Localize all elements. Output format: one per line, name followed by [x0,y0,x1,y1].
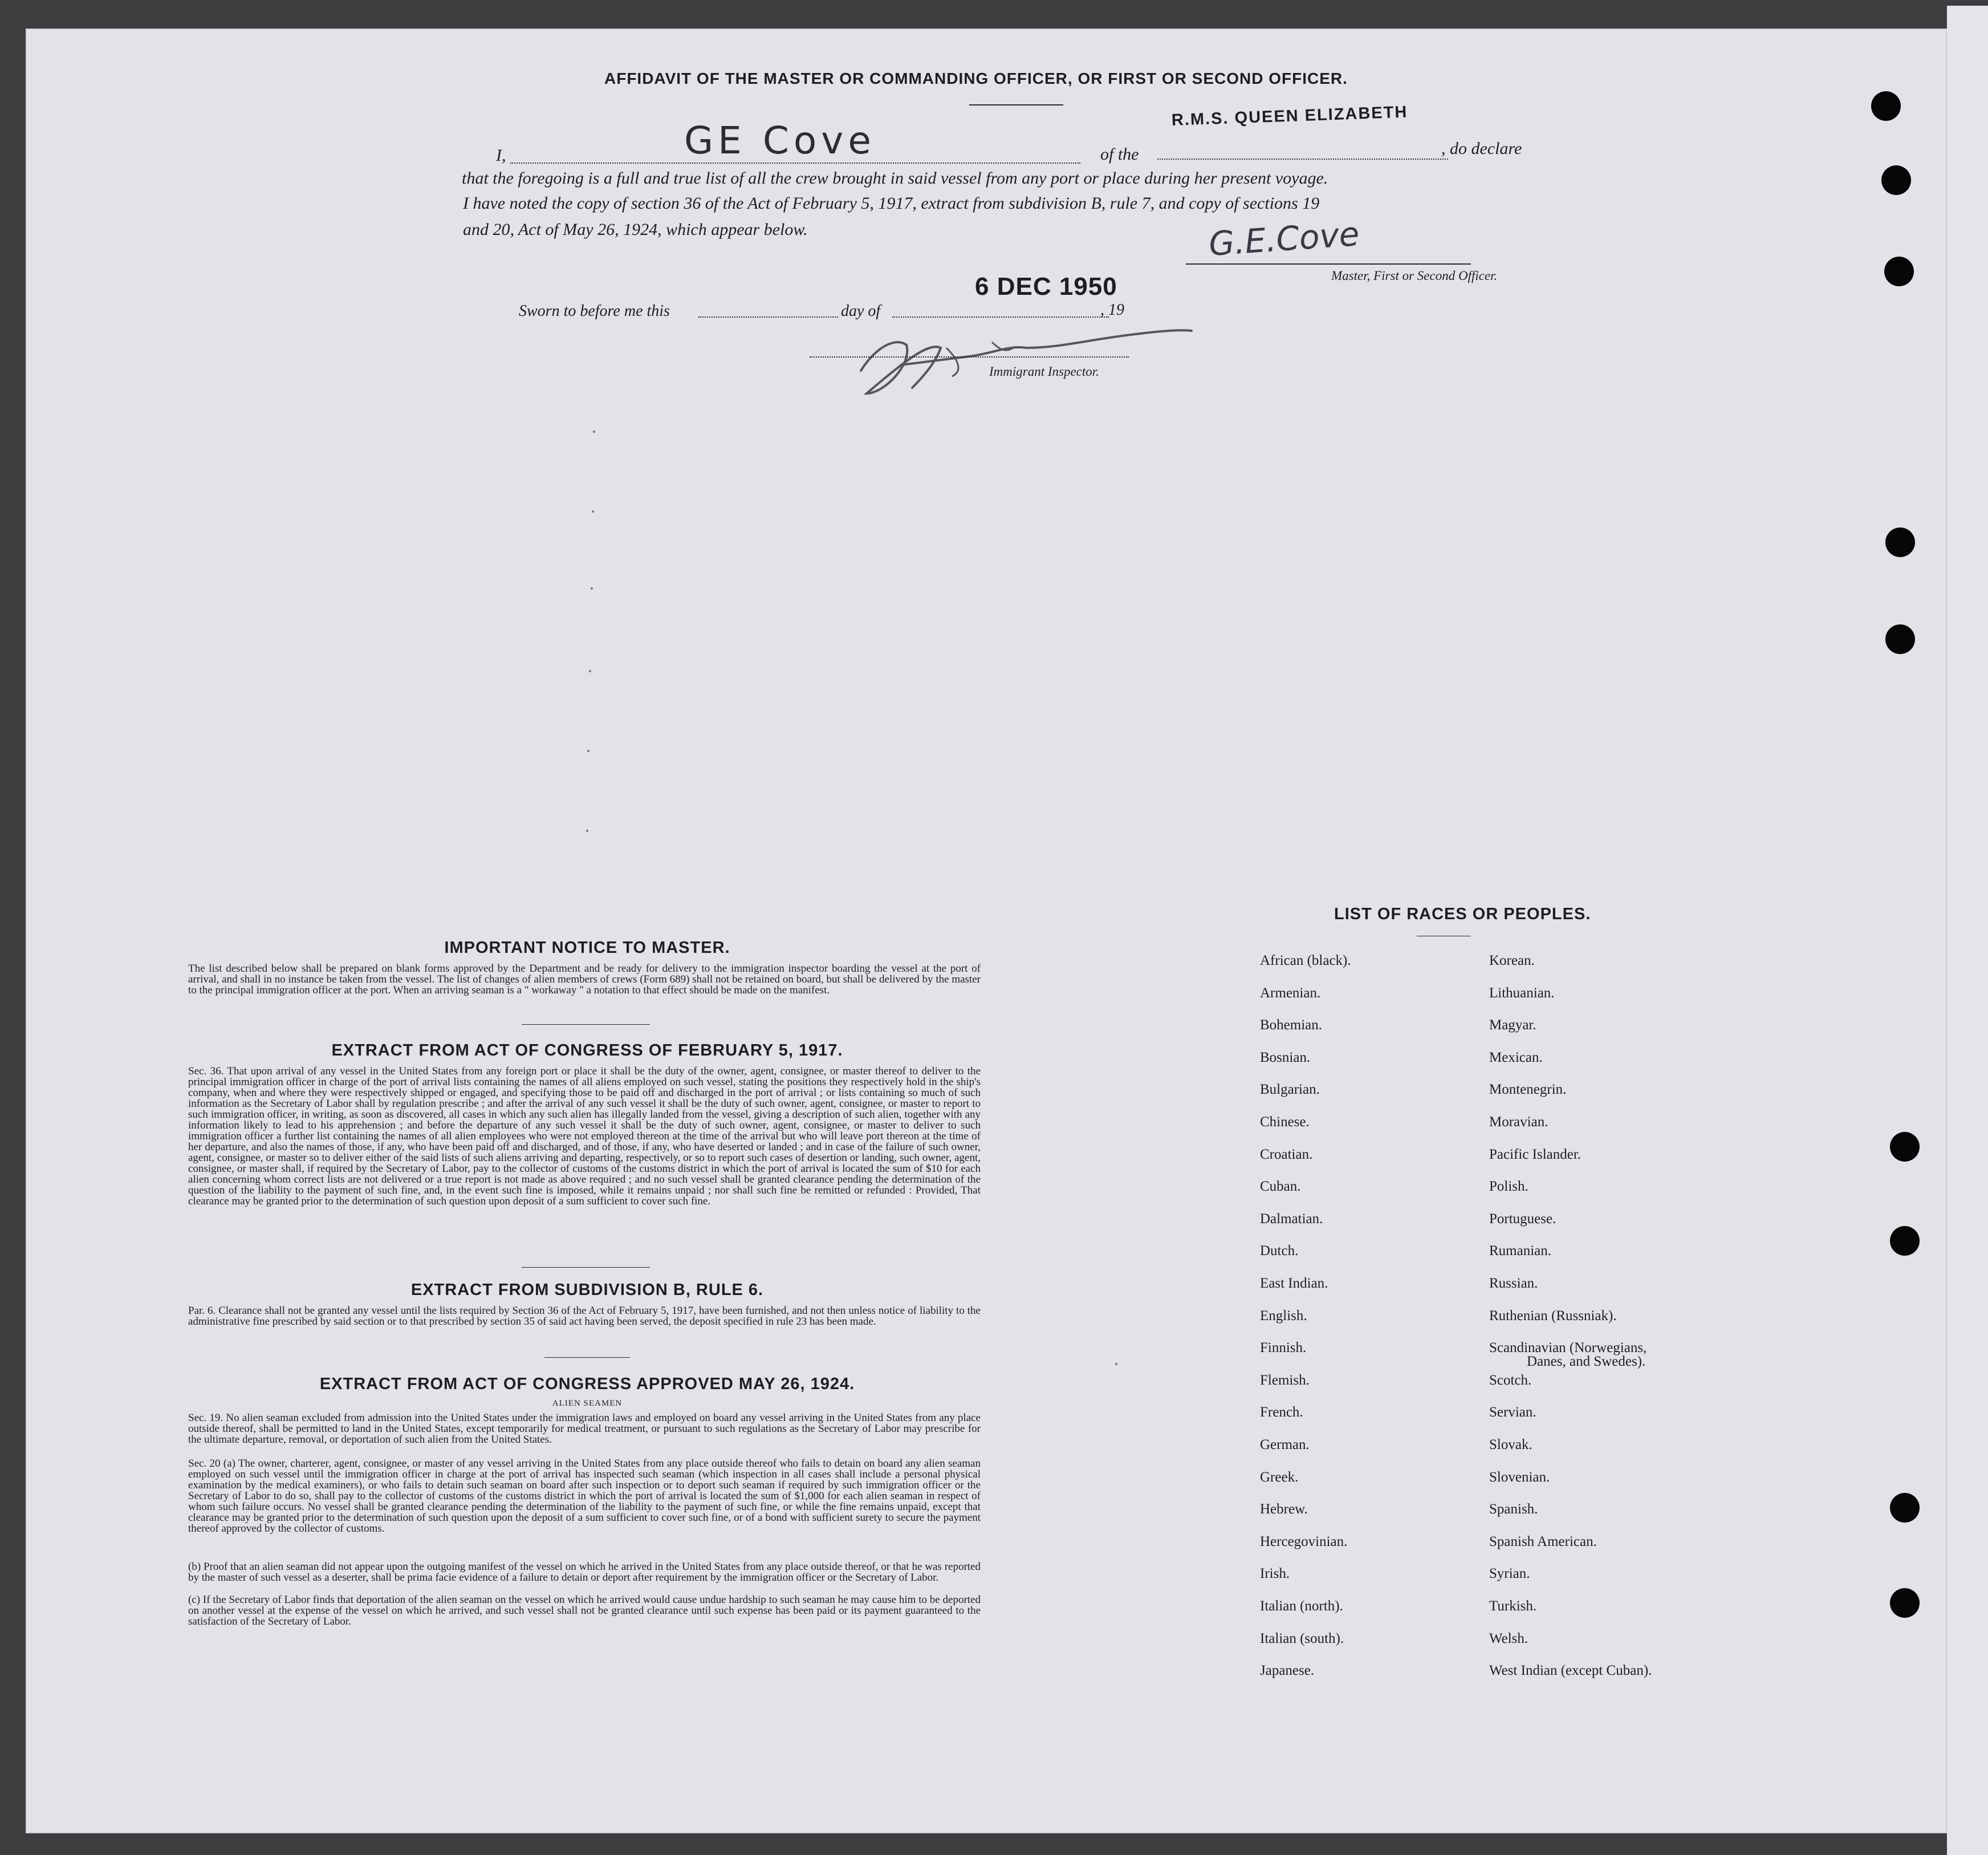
sec-19-body: Sec. 19. No alien seaman excluded from admission into the United States under the immigration laws and employed on board any vessel arriving in the United States from any place outside thereof, shall be permitted to land in the United States, except temporarily for medical treatment, or pursuant to such regulations as the Secretary of Labor may prescribe for the ultimate departure, removal, or deportation of such alien from the United States. [188,1412,981,1446]
race-item: Bohemian. [1260,1017,1323,1033]
race-item: Italian (north). [1260,1598,1343,1614]
punch-hole [1890,1226,1920,1256]
notice-body: The list described below shall be prepared on blank forms approved by the Department and be ready for delivery to the immigration inspector boarding the vessel at the port of arrival, and shall in no instance be taken from the vessel. The list of changes of alien members of crews (Form 689) shall not be retained on board, but shall be delivered by the master to the principal immigration officer at the port. When an arriving seaman is a " workaway " a notation to that effect should be made on the manifest. [188,963,981,996]
punch-hole [1890,1132,1920,1162]
extract-1917-divider [522,1267,650,1268]
race-item: Lithuanian. [1489,985,1555,1001]
race-item: Spanish. [1489,1501,1538,1517]
race-item: Cuban. [1260,1179,1301,1194]
race-item: Pacific Islander. [1489,1147,1582,1162]
race-item: Flemish. [1260,1373,1310,1388]
of-the-label: of the [1100,145,1139,164]
vessel-name-stamp: R.M.S. QUEEN ELIZABETH [1171,103,1408,129]
date-stamp: 6 DEC 1950 [975,273,1117,301]
race-item: French. [1260,1405,1303,1420]
master-caption: Master, First or Second Officer. [1331,269,1498,283]
race-item: Ruthenian (Russniak). [1489,1308,1617,1324]
bleed-dot [587,750,590,752]
race-item: Russian. [1489,1276,1538,1291]
race-item: Korean. [1489,953,1535,968]
signature-line [1186,263,1471,265]
race-item: Slovenian. [1489,1470,1550,1485]
inspector-signature [821,314,1197,405]
punch-hole [1885,624,1915,654]
race-item: Scotch. [1489,1373,1532,1388]
declaration-line-3: and 20, Act of May 26, 1924, which appear below. [463,220,808,239]
race-item: German. [1260,1437,1310,1452]
subdivision-b-title: EXTRACT FROM SUBDIVISION B, RULE 6. [410,1281,764,1299]
race-item: Hercegovinian. [1260,1534,1348,1549]
race-item: Croatian. [1260,1147,1313,1162]
master-signature: G.E.Cove [1207,214,1361,264]
punch-hole [1881,165,1911,195]
sec-20c-body: (c) If the Secretary of Labor finds that deportation of the alien seaman on the vessel on which he arrived would cause undue hardship to such seaman he may cause him to be deported on another vessel at the expense of the vessel on which he arrived, and such vessel shall not be granted clearance until such expense has been paid or its payment guaranteed to the satisfaction of the Secretary of Labor. [188,1594,981,1627]
bleed-dot [589,670,591,672]
race-item: Montenegrin. [1489,1082,1567,1097]
race-item: Welsh. [1489,1631,1528,1646]
do-declare-label: , do declare [1441,139,1522,158]
extract-1917-body: Sec. 36. That upon arrival of any vessel in the United States from any foreign port or place it shall be the duty of the owner, agent, consignee, or master thereof to deliver to the principal immigration officer in charge of the port of arrival lists containing the names of all aliens employed on such vessel, stating the positions they respectively hold in the ship's company, when and where they were respectively shipped or engaged, and specifying those to be paid off and discharged in the port of arrival ; or lists containing so much of such information as the Secretary of Labor shall by regulation prescribe ; and after the arrival of any such vessel it shall be the duty of such owner, agent, consignee, or master to report to such immigration officer, in writing, as soon as discovered, all cases in which any such alien has illegally landed from the vessel, giving a description of such alien, together with any information likely to lead to his apprehension ; and before the departure of any such vessel it shall be the duty of such owner, agent, consignee, or master to deliver to such immigration officer a further list containing the names of all alien employees who were not employed thereon at the time of the arrival but who will leave port thereon at the time of her departure, and also the names of those, if any, who have been paid off and discharged, and of those, if any, who have deserted or landed ; and in case of the failure of such owner, agent, consignee, or master so to deliver either of the said lists of such aliens arriving and departing, respectively, or so to report such cases of desertion or landing, such owner, agent, consignee, or master shall, if required by the Secretary of Labor, pay to the collector of customs of the customs district in which the port of arrival is located the sum of $10 for each alien concerning whom correct lists are not delivered or a true report is not made as above required ; and no such vessel shall be granted clearance pending the determination of the question of the liability to the payment of such fine, and, in the event such fine is imposed, while it remains unpaid ; nor shall such fine be remitted or refunded : Provided, That clearance may be granted prior to the determination of such question upon deposit of a sum sufficient to cover such fine. [188,1065,981,1207]
race-item: Moravian. [1489,1114,1548,1130]
race-item: Hebrew. [1260,1501,1308,1517]
race-item: Greek. [1260,1470,1299,1485]
declaration-line-1: that the foregoing is a full and true list of all the crew brought in said vessel from any port or place during her present voyage. [462,169,1328,188]
race-item: East Indian. [1260,1276,1328,1291]
race-item: Finnish. [1260,1340,1307,1355]
subdivision-b-body: Par. 6. Clearance shall not be granted any vessel until the lists required by Section 36 of the Act of February 5, 1917, have been furnished, and not then unless notice of liability to the administrative fine prescribed by said section or to that prescribed by section 35 of said act having been served, the deposit specified in rule 23 has been made. [188,1305,981,1328]
extract-1917-title: EXTRACT FROM ACT OF CONGRESS OF FEBRUARY 5, 1917. [331,1041,843,1060]
race-item: Servian. [1489,1405,1536,1420]
race-item: Magyar. [1489,1017,1536,1033]
race-item: Turkish. [1489,1598,1537,1614]
notice-title: IMPORTANT NOTICE TO MASTER. [444,939,730,957]
race-item: Japanese. [1260,1663,1315,1678]
sec-20b-body: (b) Proof that an alien seaman did not appear upon the outgoing manifest of the vessel on which he arrived in the United States from any place outside thereof, or that he was reported by the master of such vessel as a deserter, shall be prima facie evidence of a failure to detain or deport after requirement by the immigration officer or the Secretary of Labor. [188,1561,981,1584]
bleed-dot [591,587,593,590]
race-item: English. [1260,1308,1307,1324]
race-item: Rumanian. [1489,1243,1552,1259]
sworn-label: Sworn to before me this [519,302,670,320]
races-title: LIST OF RACES OR PEOPLES. [1334,905,1591,923]
race-item: Dalmatian. [1260,1211,1323,1227]
race-item: Portuguese. [1489,1211,1556,1227]
bleed-dot [593,431,595,433]
punch-hole [1885,527,1915,557]
bleed-dot [586,830,588,832]
race-item: Spanish American. [1489,1534,1597,1549]
affidavit-title: AFFIDAVIT OF THE MASTER OR COMMANDING OFFICER, OR FIRST OR SECOND OFFICER. [604,70,1348,87]
bleed-dot [1115,1363,1117,1365]
race-item: Mexican. [1489,1050,1543,1065]
punch-hole [1871,91,1901,121]
extract-1924-title: EXTRACT FROM ACT OF CONGRESS APPROVED MAY 26, 1924. [319,1375,855,1393]
scanner-edge-strip [1947,6,1988,1855]
race-item: Slovak. [1489,1437,1532,1452]
bleed-dot [592,510,594,513]
race-item: Scandinavian (Norwegians, [1489,1340,1647,1355]
race-item: Syrian. [1489,1566,1530,1581]
race-item: Bulgarian. [1260,1082,1320,1097]
sworn-day-line [698,316,838,318]
race-item: Irish. [1260,1566,1290,1581]
race-item: Dutch. [1260,1243,1299,1259]
punch-hole [1884,257,1914,286]
race-item: Chinese. [1260,1114,1310,1130]
punch-hole [1890,1588,1920,1618]
name-line [510,163,1080,164]
race-item: Polish. [1489,1179,1528,1194]
race-item-continued: Danes, and Swedes). [1527,1354,1646,1369]
title-underline [969,104,1063,105]
declaration-line-2: I have noted the copy of section 36 of the Act of February 5, 1917, extract from subdivision B, rule 7, and copy of sections 19 [463,194,1320,213]
race-item: Italian (south). [1260,1631,1344,1646]
race-item: African (black). [1260,953,1351,968]
officer-name-handwritten: GE Cove [684,119,876,163]
day-of-label: day of [841,302,881,320]
race-item: Bosnian. [1260,1050,1311,1065]
punch-hole [1890,1493,1920,1523]
inspector-caption: Immigrant Inspector. [989,364,1099,379]
inspector-line [810,356,1129,358]
race-item: Armenian. [1260,985,1321,1001]
vessel-line [1157,159,1448,160]
extract-1924-subtitle: ALIEN SEAMEN [552,1399,623,1408]
year-prefix: , 19 [1100,301,1124,319]
sec-20a-body: Sec. 20 (a) The owner, charterer, agent, consignee, or master of any vessel arriving in the United States from any place outside thereof who fails to detain on board any alien seaman employed on such vessel until the immigration officer in charge at the port of arrival has inspected such seaman (which inspection in all cases shall include a personal physical examination by the medical examiners), or who fails to detain such seaman on board after such inspection or to deport such seaman if required by such immigration officer or the Secretary of Labor to do so, shall pay to the collector of customs of the customs district in which the port of arrival is located the sum of $1,000 for each alien seaman in respect of whom such failure occurs. No vessel shall be granted clearance pending the determination of the liability to the payment of such fine, or while the fine remains unpaid, except that clearance may be granted prior to the determination of such question upon the deposit of a sum sufficient to cover such fine, or of a bond with sufficient surety to secure the payment thereof approved by the collector of customs. [188,1458,981,1535]
race-item: West Indian (except Cuban). [1489,1663,1652,1678]
notice-divider [522,1024,650,1025]
i-label: I, [496,146,506,165]
subdivision-b-divider [544,1357,630,1358]
